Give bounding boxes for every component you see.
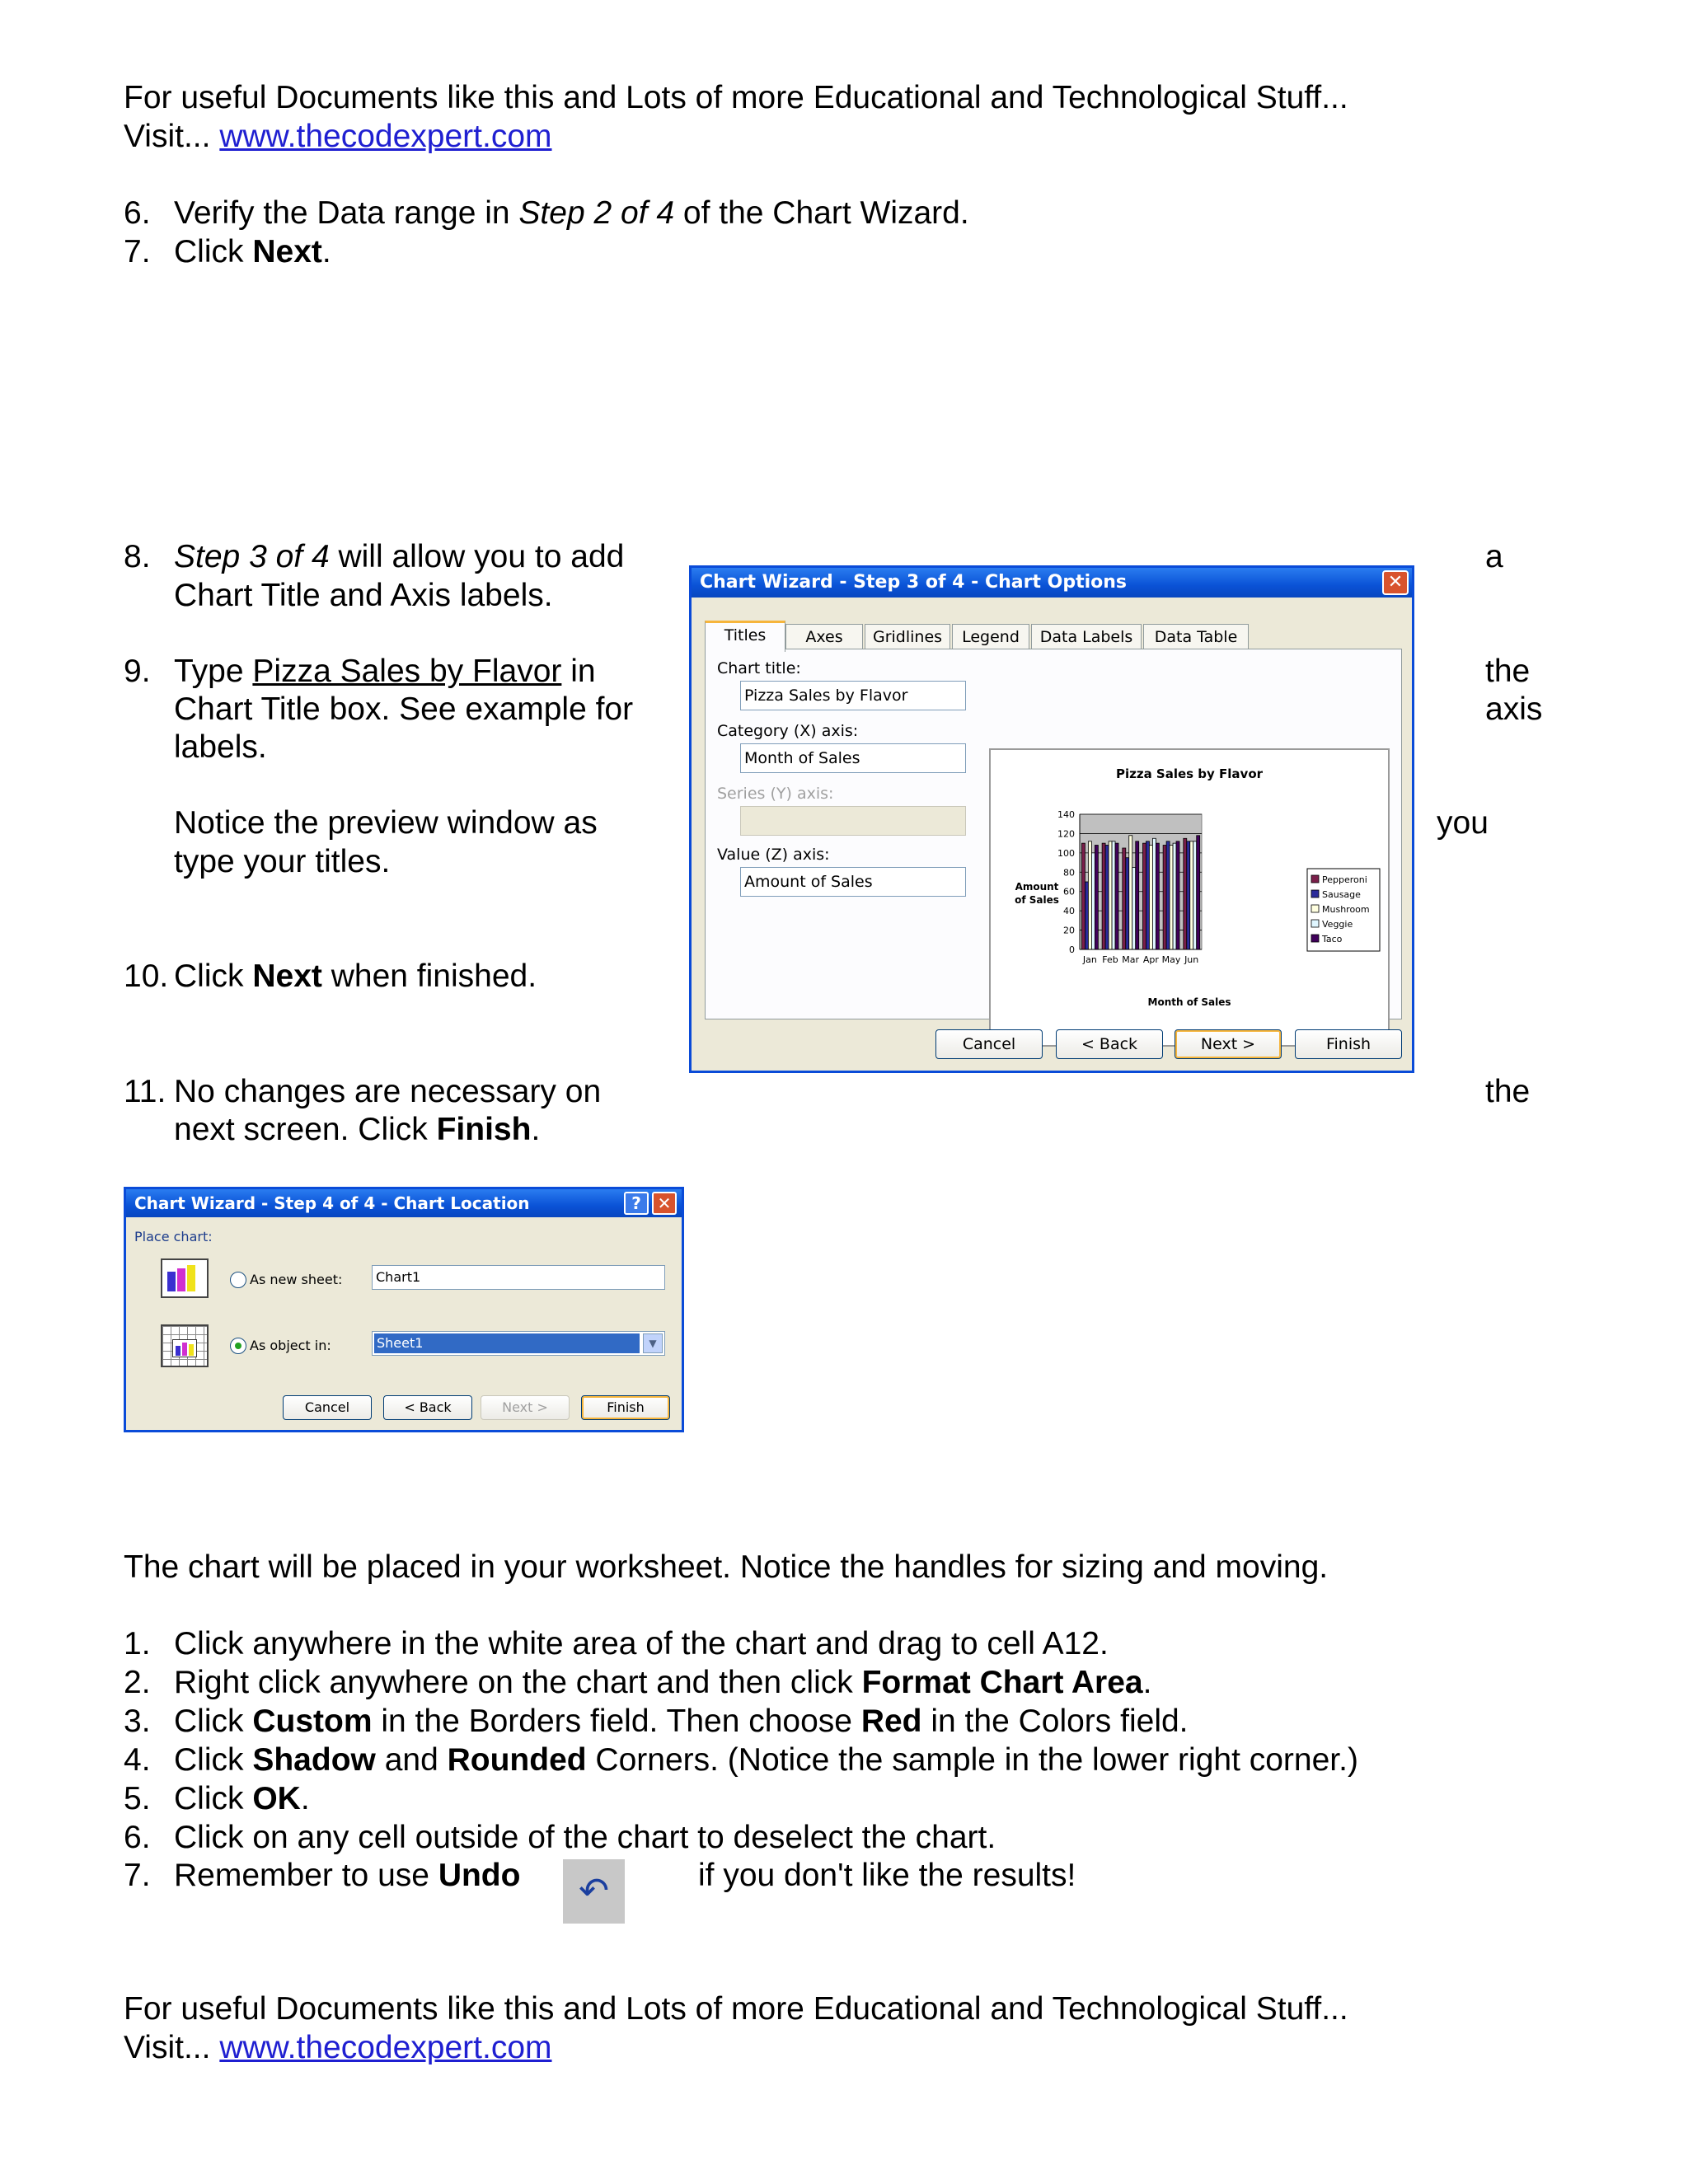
bar-sausage-mar (1126, 858, 1129, 949)
y-tick-label: 0 (1069, 944, 1075, 955)
step-11-line1: No changes are necessary on (174, 1074, 602, 1109)
bar-pepperoni-mar (1123, 848, 1126, 949)
step-8-italic: Step 3 of 4 (174, 539, 330, 574)
legend-swatch (1311, 920, 1319, 927)
step-6-number: 6. (124, 195, 151, 231)
step-2-text (174, 1664, 1151, 1702)
undo-icon: ↶ (563, 1859, 625, 1924)
step-text-part: . (300, 1781, 310, 1816)
bar-veggie-jan (1091, 853, 1095, 949)
bar-taco-feb (1115, 843, 1118, 949)
step-8-line2: Chart Title and Axis labels. (174, 578, 553, 613)
step-8-line1 (174, 538, 624, 576)
step-text-part: in the Colors field. (921, 1704, 1189, 1739)
tab-legend[interactable]: Legend (952, 624, 1029, 650)
x-tick-label: Apr (1142, 954, 1159, 965)
x-tick-label: Jan (1082, 954, 1097, 965)
legend-swatch (1311, 905, 1319, 912)
new-sheet-label: As new sheet: (250, 1272, 343, 1287)
bold-term: Format Chart Area (861, 1665, 1143, 1700)
value-axis-label: Value (Z) axis: (717, 846, 830, 864)
bar-mushroom-mar (1129, 836, 1132, 949)
legend-label: Sausage (1322, 889, 1361, 900)
header-visit (124, 118, 552, 156)
step-5-number: 5. (124, 1781, 151, 1816)
x-tick-label: Feb (1102, 954, 1118, 965)
legend-swatch (1311, 890, 1319, 898)
place-chart-label: Place chart: (134, 1229, 213, 1244)
bar-sausage-feb (1105, 845, 1109, 949)
step-1-text (174, 1625, 1109, 1663)
step-text-part: Click anywhere in the white area of the chart and drag to cell A12. (174, 1626, 1109, 1661)
legend-swatch (1311, 875, 1319, 883)
step-8-a: will allow you to add (329, 539, 625, 574)
step-11-number: 11. (124, 1074, 166, 1109)
step-9-a: Type (174, 654, 253, 689)
step-6-italic: Step 2 of 4 (518, 195, 675, 231)
bar-taco-may (1176, 841, 1179, 949)
step-2-number: 2. (124, 1665, 151, 1700)
bar-sausage-apr (1146, 841, 1149, 949)
bar-mushroom-may (1170, 845, 1173, 949)
header-text: For useful Documents like this and Lots of more Educational and Technological Stuff... (124, 80, 1348, 115)
bar-mushroom-jun (1190, 841, 1193, 949)
bar-sausage-jan (1085, 882, 1088, 949)
bar-pepperoni-may (1163, 845, 1166, 949)
step-7-number: 7. (124, 234, 151, 269)
legend-label: Taco (1322, 934, 1343, 944)
bar-pepperoni-feb (1102, 843, 1105, 949)
footer-visit (124, 2029, 552, 2067)
step-7b-bold: Undo (438, 1858, 521, 1893)
bold-term: Custom (252, 1704, 373, 1739)
y-tick-label: 40 (1063, 906, 1075, 917)
step-6-text (174, 1819, 996, 1857)
chart-title: Pizza Sales by Flavor (1115, 766, 1264, 781)
x-tick-label: May (1161, 954, 1181, 965)
object-in-radio[interactable] (230, 1338, 246, 1354)
tab-data-table[interactable]: Data Table (1143, 624, 1249, 650)
object-in-value: Sheet1 (374, 1333, 640, 1353)
step-7-a: Click (174, 234, 253, 269)
chart-location-dialog (124, 1187, 684, 1432)
category-axis-label: Category (X) axis: (717, 722, 859, 740)
chart-title-input[interactable]: Pizza Sales by Flavor (740, 681, 966, 710)
footer-text: For useful Documents like this and Lots of more Educational and Technological Stuff... (124, 1991, 1348, 2027)
step-8-number: 8. (124, 539, 151, 574)
step-10-bold: Next (252, 958, 322, 994)
chart-title-label: Chart title: (717, 659, 801, 677)
back-button[interactable]: < Back (1056, 1029, 1163, 1059)
help-icon[interactable]: ? (624, 1192, 649, 1215)
bar-sausage-may (1166, 841, 1170, 949)
bar-sausage-jun (1187, 841, 1190, 949)
new-sheet-radio[interactable] (230, 1272, 246, 1288)
new-sheet-icon (161, 1258, 209, 1298)
step-6-number: 6. (124, 1820, 151, 1855)
chart-preview-svg (991, 750, 1388, 1045)
category-axis-input[interactable]: Month of Sales (740, 743, 966, 773)
step-3-number: 3. (124, 1704, 151, 1739)
close-icon[interactable]: ✕ (652, 1192, 677, 1215)
close-icon[interactable]: ✕ (1382, 570, 1409, 595)
step-11-trail: the (1485, 1074, 1531, 1109)
bar-taco-jan (1095, 845, 1098, 949)
step-6-a: Verify the Data range in (174, 195, 519, 231)
y-tick-label: 60 (1063, 886, 1075, 898)
tab-data-labels[interactable]: Data Labels (1031, 624, 1142, 650)
legend-label: Veggie (1322, 919, 1353, 930)
finish-button[interactable]: Finish (581, 1395, 670, 1420)
bold-term: Red (860, 1704, 922, 1739)
step-1-number: 1. (124, 1626, 151, 1661)
tab-axes[interactable]: Axes (785, 624, 863, 650)
chart-placed-text: The chart will be placed in your worksheet. Notice the handles for sizing and moving. (124, 1549, 1329, 1585)
bold-term: Rounded (447, 1742, 587, 1778)
y-axis-title-line1: Amount (1015, 881, 1059, 893)
chart-preview (989, 748, 1390, 1047)
bar-taco-jun (1197, 836, 1200, 949)
legend-swatch (1311, 935, 1319, 942)
step-9-line2: Chart Title box. See example for (174, 691, 634, 727)
step-9-underlined: Pizza Sales by Flavor (252, 654, 562, 689)
tab-titles[interactable]: Titles (705, 621, 785, 652)
step-text-part: Click (174, 1781, 253, 1816)
step-9-line3: labels. (174, 729, 267, 765)
step-9-trail2: axis (1485, 691, 1543, 727)
x-axis-title: Month of Sales (1147, 996, 1231, 1008)
step-4-text (174, 1741, 1358, 1779)
step-7b-number: 7. (124, 1858, 151, 1893)
series-axis-input (740, 806, 966, 836)
step-10-text (174, 958, 537, 996)
series-axis-label: Series (Y) axis: (717, 785, 834, 803)
bar-mushroom-apr (1149, 845, 1152, 949)
bar-veggie-feb (1112, 841, 1115, 949)
chart-options-dialog (689, 565, 1414, 1073)
step-7-bold: Next (252, 234, 322, 269)
bar-pepperoni-jun (1184, 838, 1187, 949)
bar-taco-apr (1156, 843, 1159, 949)
step-text-part: Click (174, 1704, 253, 1739)
footer-link[interactable]: www.thecodexpert.com (219, 2030, 552, 2065)
step-7-text (174, 233, 331, 271)
object-in-icon (161, 1324, 209, 1367)
cancel-button[interactable]: Cancel (283, 1395, 372, 1420)
step-6-text (174, 194, 969, 232)
bold-term: Shadow (252, 1742, 376, 1778)
step-3-text (174, 1703, 1189, 1741)
x-tick-label: Jun (1184, 954, 1199, 965)
step-text-part: in the Borders field. Then choose (372, 1704, 861, 1739)
step-7b-text (174, 1857, 520, 1895)
y-tick-label: 80 (1063, 867, 1075, 879)
step-7b-a: Remember to use (174, 1858, 438, 1893)
next-button[interactable]: Next > (1175, 1029, 1282, 1059)
new-sheet-input[interactable]: Chart1 (372, 1265, 665, 1290)
bar-pepperoni-jan (1081, 843, 1085, 949)
back-button[interactable]: < Back (383, 1395, 472, 1420)
bar-taco-mar (1136, 841, 1139, 949)
y-tick-label: 100 (1057, 847, 1075, 859)
legend-label: Pepperoni (1322, 874, 1367, 885)
step-text-part: Click on any cell outside of the chart to deselect the chart. (174, 1820, 996, 1855)
step-11-line2 (174, 1111, 540, 1149)
y-tick-label: 120 (1057, 828, 1075, 840)
finish-button[interactable]: Finish (1295, 1029, 1402, 1059)
next-button: Next > (481, 1395, 570, 1420)
step-8-trail: a (1485, 539, 1503, 574)
step-7b-after: if you don't like the results! (698, 1858, 1076, 1893)
step-9-number: 9. (124, 654, 151, 689)
step-5-text (174, 1780, 310, 1818)
step-11-bold: Finish (436, 1112, 532, 1147)
step-11-a: next screen. Click (174, 1112, 437, 1147)
bar-pepperoni-apr (1142, 843, 1146, 949)
step-9-line1 (174, 653, 596, 691)
y-tick-label: 20 (1063, 925, 1075, 936)
step-10-c: when finished. (321, 958, 537, 994)
chevron-down-icon[interactable]: ▼ (643, 1333, 663, 1353)
object-in-select[interactable] (372, 1331, 665, 1356)
header-link[interactable]: www.thecodexpert.com (219, 119, 552, 154)
tab-gridlines[interactable]: Gridlines (865, 624, 950, 650)
bold-term: OK (252, 1781, 301, 1816)
step-9-trail1: the (1485, 654, 1531, 689)
step-4-number: 4. (124, 1742, 151, 1778)
object-in-label: As object in: (250, 1338, 331, 1353)
step-10-number: 10. (124, 958, 169, 994)
dialog-title: Chart Wizard - Step 4 of 4 - Chart Location (126, 1189, 682, 1217)
step-9-trail3: you (1437, 805, 1489, 841)
bar-veggie-may (1173, 843, 1176, 949)
step-7-c: . (321, 234, 331, 269)
titles-panel (705, 649, 1402, 1019)
visit-label: Visit... (124, 2030, 220, 2065)
step-6-c: of the Chart Wizard. (674, 195, 969, 231)
step-text-part: Corners. (Notice the sample in the lower right corner.) (586, 1742, 1358, 1778)
bar-mushroom-feb (1109, 841, 1112, 949)
value-axis-input[interactable]: Amount of Sales (740, 867, 966, 897)
x-tick-label: Mar (1122, 954, 1140, 965)
bar-mushroom-jan (1088, 841, 1091, 949)
step-text-part: Right click anywhere on the chart and then click (174, 1665, 862, 1700)
bar-veggie-mar (1132, 867, 1136, 949)
visit-label: Visit... (124, 119, 220, 154)
step-11-c: . (531, 1112, 541, 1147)
step-10-a: Click (174, 958, 253, 994)
dialog-title: Chart Wizard - Step 3 of 4 - Chart Options (692, 568, 1412, 598)
step-9-notice2: type your titles. (174, 844, 391, 879)
step-9-notice1: Notice the preview window as (174, 805, 598, 841)
y-axis-title-line2: of Sales (1015, 894, 1059, 906)
step-text-part: . (1142, 1665, 1152, 1700)
step-9-in: in (561, 654, 596, 689)
bar-veggie-jun (1193, 841, 1197, 949)
step-text-part: and (375, 1742, 448, 1778)
y-tick-label: 140 (1057, 809, 1075, 820)
cancel-button[interactable]: Cancel (935, 1029, 1043, 1059)
bar-veggie-apr (1152, 838, 1156, 949)
legend-label: Mushroom (1322, 904, 1370, 915)
step-text-part: Click (174, 1742, 253, 1778)
